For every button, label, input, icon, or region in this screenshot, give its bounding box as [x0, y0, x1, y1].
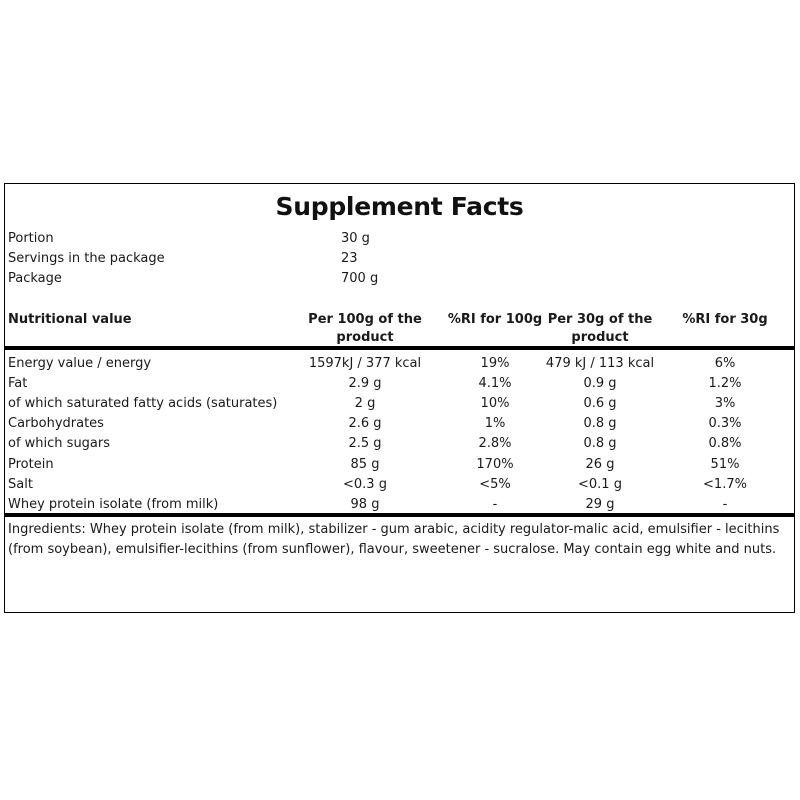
row-name: of which sugars: [8, 436, 111, 451]
info-label-portion: Portion: [8, 231, 54, 246]
row-per100: 85 g: [350, 457, 380, 472]
row-ri100: 19%: [480, 356, 510, 371]
row-per30: 0.6 g: [583, 396, 617, 411]
row-ri30: 0.8%: [708, 436, 742, 451]
header-per100-line1: Per 100g of the: [308, 312, 422, 327]
header-per100-line2: product: [336, 330, 394, 345]
row-name: Whey protein isolate (from milk): [8, 497, 219, 512]
table-bottom-divider: [5, 513, 794, 517]
row-ri30: -: [722, 497, 728, 512]
label-title: Supplement Facts: [275, 192, 524, 221]
row-per100: 2.9 g: [348, 376, 382, 391]
row-name: Energy value / energy: [8, 356, 152, 371]
row-per30: 0.9 g: [583, 376, 617, 391]
row-per100: 2 g: [354, 396, 376, 411]
ingredients-text: Ingredients: Whey protein isolate (from milk), stabilizer - gum arabic, acidity regulator-malic acid, emulsifier - lecithins (from soybean), emulsifier-lecithins (from sunflower), flavour, sweetener - sucralose. May contain egg white and nuts.: [8, 522, 780, 557]
header-ri100: %RI for 100g: [447, 312, 543, 327]
row-per30: 0.8 g: [583, 436, 617, 451]
supplement-facts-label: [4, 183, 795, 613]
row-ri100: 170%: [476, 457, 514, 472]
row-per30: <0.1 g: [578, 477, 622, 492]
row-ri100: 1%: [484, 416, 506, 431]
row-per30: 26 g: [585, 457, 615, 472]
header-divider: [5, 346, 794, 350]
info-label-servings: Servings in the package: [8, 251, 165, 266]
row-ri30: 51%: [710, 457, 740, 472]
row-ri100: 2.8%: [478, 436, 512, 451]
row-per30: 29 g: [585, 497, 615, 512]
row-ri30: <1.7%: [703, 477, 747, 492]
header-per30-line2: product: [571, 330, 629, 345]
row-ri30: 1.2%: [708, 376, 742, 391]
row-per100: 1597kJ / 377 kcal: [308, 356, 422, 371]
row-per100: 2.6 g: [348, 416, 382, 431]
row-per100: 2.5 g: [348, 436, 382, 451]
row-ri100: -: [492, 497, 498, 512]
info-value-package: 700 g: [341, 271, 379, 286]
info-value-portion: 30 g: [341, 231, 370, 246]
row-name: of which saturated fatty acids (saturates): [8, 396, 278, 411]
info-label-package: Package: [8, 271, 62, 286]
info-value-servings: 23: [341, 251, 358, 266]
row-per30: 0.8 g: [583, 416, 617, 431]
row-ri100: 10%: [480, 396, 510, 411]
header-ri30: %RI for 30g: [682, 312, 768, 327]
row-name: Protein: [8, 457, 54, 472]
row-name: Salt: [8, 477, 33, 492]
row-ri100: 4.1%: [478, 376, 512, 391]
row-ri100: <5%: [479, 477, 511, 492]
row-ri30: 3%: [714, 396, 736, 411]
row-per100: <0.3 g: [343, 477, 387, 492]
header-per30-line1: Per 30g of the: [547, 312, 653, 327]
row-per100: 98 g: [350, 497, 380, 512]
row-name: Fat: [8, 376, 28, 391]
row-ri30: 6%: [714, 356, 736, 371]
header-nutritional-value: Nutritional value: [8, 312, 132, 327]
row-ri30: 0.3%: [708, 416, 742, 431]
row-name: Carbohydrates: [8, 416, 104, 431]
row-per30: 479 kJ / 113 kcal: [545, 356, 655, 371]
